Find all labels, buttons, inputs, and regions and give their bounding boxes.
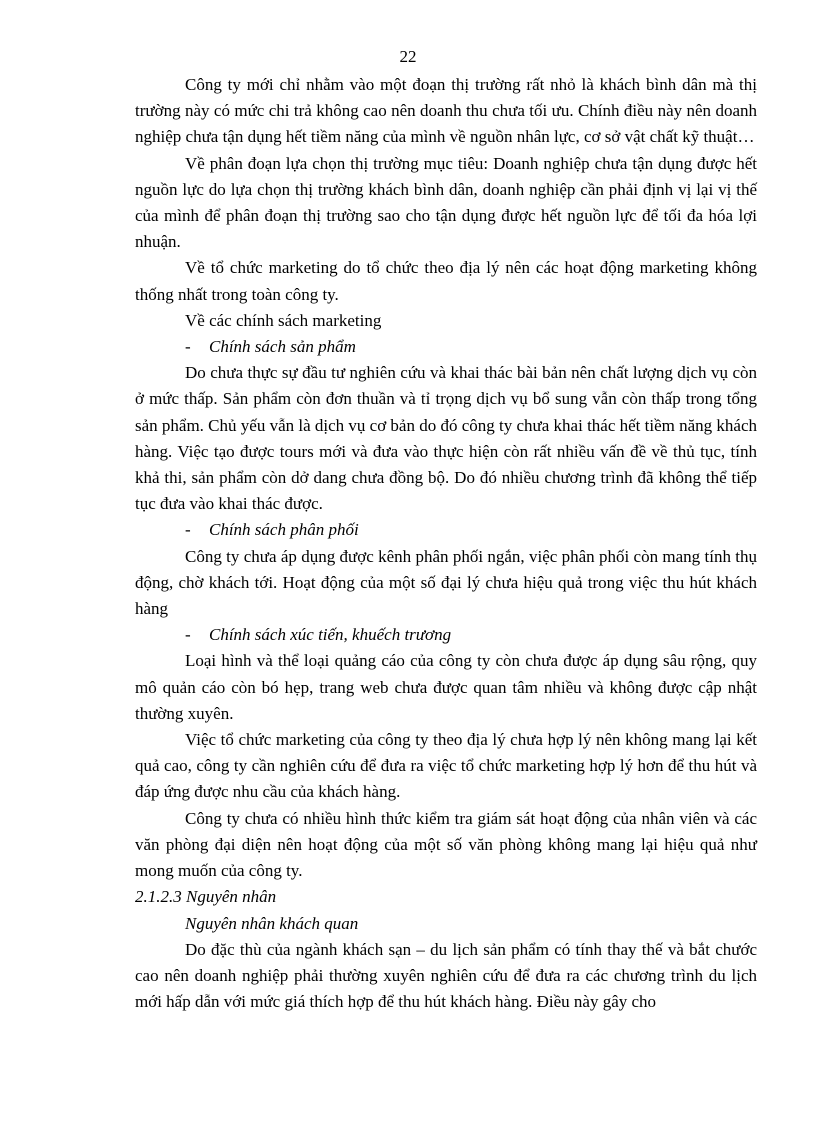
paragraph: Loại hình và thể loại quảng cáo của công ty còn chưa được áp dụng sâu rộng, quy mô quản cáo còn bó hẹp, trang web chưa được quan tâm nhiều và không được cập nhật thường xuyên. <box>135 651 757 723</box>
bullet-item <box>135 334 757 360</box>
bullet-dash: - <box>185 337 191 357</box>
bullet-label: Chính sách sản phẩm <box>209 337 356 357</box>
bullet-dash: - <box>185 625 191 645</box>
page-number: 22 <box>399 47 417 66</box>
paragraph: Về tổ chức marketing do tổ chức theo địa lý nên các hoạt động marketing không thống nhất trong toàn công ty. <box>135 258 757 304</box>
paragraph: Về phân đoạn lựa chọn thị trường mục tiêu: Doanh nghiệp chưa tận dụng được hết nguồn lực do lựa chọn thị trường khách bình dân, doanh nghiệp cần phải định vị lại vị thế của mình để phân đoạn thị trường sao cho tận dụng được hết nguồn lực để tối đa hóa lợi nhuận. <box>135 153 757 252</box>
paragraph: Công ty chưa có nhiều hình thức kiểm tra giám sát hoạt động của nhân viên và các văn phòng đại diện nên hoạt động của một số văn phòng không mang lại hiệu quả như mong muốn của công ty. <box>135 808 757 881</box>
subsection-heading: Nguyên nhân khách quan <box>185 913 359 933</box>
bullet-item <box>135 517 757 543</box>
paragraph: Về các chính sách marketing <box>185 310 382 330</box>
bullet-label: Chính sách phân phối <box>209 520 359 540</box>
paragraph: Công ty mới chỉ nhằm vào một đoạn thị trường rất nhỏ là khách bình dân mà thị trường này có mức chi trả không cao nên doanh thu chưa tối ưu. Chính điều này nên doanh nghiệp chưa tận dụng hết tiềm năng của mình về nguồn nhân lực, cơ sở vật chất kỹ thuật… <box>135 75 757 147</box>
paragraph: Do đặc thù của ngành khách sạn – du lịch sản phẩm có tính thay thế và bắt chước cao nên doanh nghiệp phải thường xuyên nghiên cứu để đưa ra các chương trình du lịch mới hấp dẫn với mức giá thích hợp để thu hút khách hàng. Điều này gây cho <box>135 939 757 1012</box>
bullet-item <box>135 622 757 648</box>
bullet-label: Chính sách xúc tiến, khuếch trương <box>209 625 452 645</box>
section-heading: 2.1.2.3 Nguyên nhân <box>135 887 277 907</box>
paragraph: Công ty chưa áp dụng được kênh phân phối ngắn, việc phân phối còn mang tính thụ động, chờ khách tới. Hoạt động của một số đại lý chưa hiệu quả trong việc thu hút khách hàng <box>135 546 757 619</box>
document-body <box>135 72 757 1015</box>
bullet-dash: - <box>185 520 191 540</box>
paragraph: Việc tổ chức marketing của công ty theo địa lý chưa hợp lý nên không mang lại kết quả cao, công ty cần nghiên cứu để đưa ra việc tổ chức marketing hợp lý hơn để thu hút và đáp ứng được nhu cầu của khách hàng. <box>135 730 757 802</box>
paragraph: Do chưa thực sự đầu tư nghiên cứu và khai thác bài bản nên chất lượng dịch vụ còn ở mức thấp. Sản phẩm còn đơn thuần và tỉ trọng dịch vụ bổ sung vẫn còn thấp trong tổng sản phẩm. Chủ yếu vẫn là dịch vụ cơ bản do đó công ty chưa khai thác hết tiềm năng khách hàng. Việc tạo được tours mới và đưa vào thực hiện còn rất nhiều vấn đề về thủ tục, tính khả thi, sản phẩm còn dở dang chưa đồng bộ. Do đó nhiều chương trình đã không thể tiếp tục đưa vào khai thác được. <box>135 363 758 514</box>
